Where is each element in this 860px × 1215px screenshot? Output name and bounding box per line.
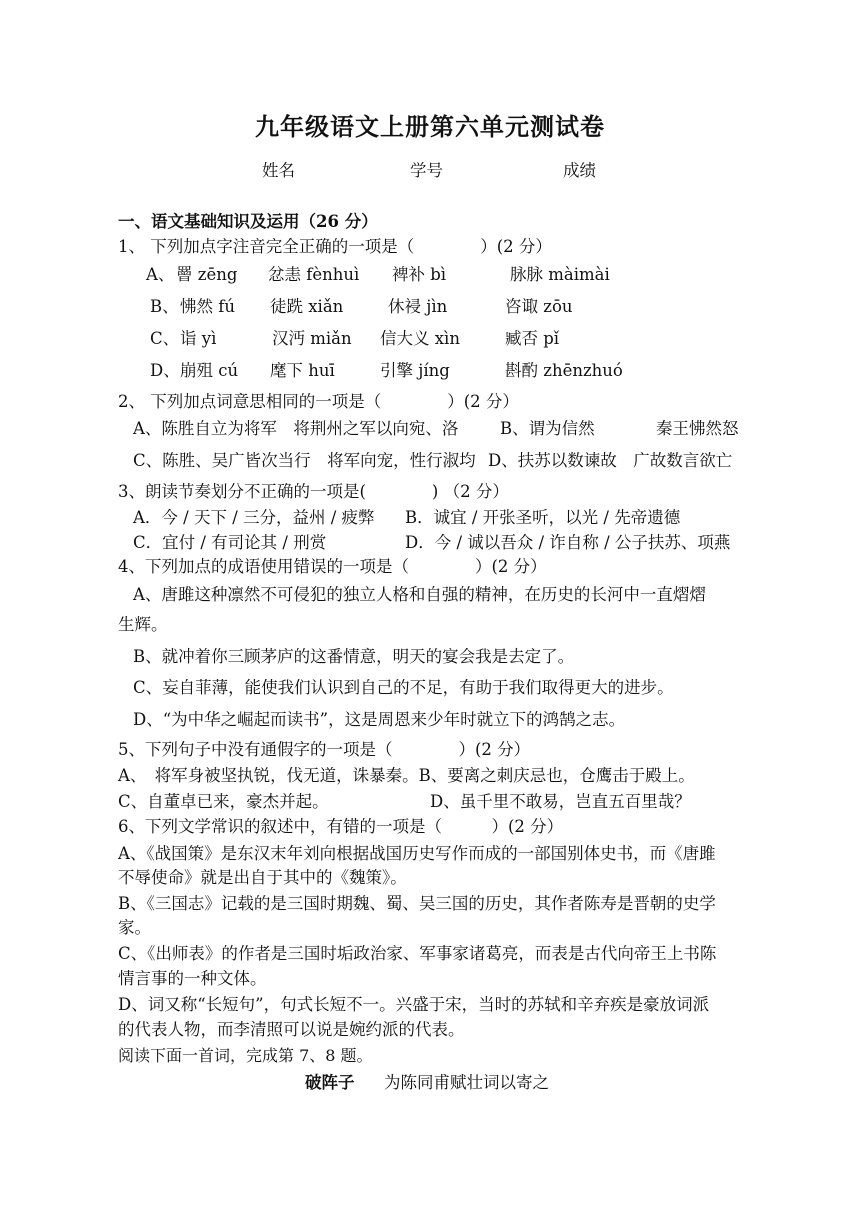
q1-option-a-label: A、 <box>146 265 175 284</box>
q6-option-c: C、《出师表》的作者是三国时垢政治家、军事家诸葛亮，而表是古代向帝王上书陈 <box>118 944 717 963</box>
question-3-stem: 3、朗读节奏划分不正确的一项是( ) （2 分） <box>118 482 509 501</box>
q3-option-d: D．今 / 诚以吾众 / 诈自称 / 公子扶苏、项燕 <box>405 533 731 552</box>
q5-options-ab: A、 将军身被坚执锐，伐无道，诛暴秦。B、要离之刺庆忌也，仓鹰击于殿上。 <box>118 766 695 785</box>
q1-option-a-item: 脉脉 màimài <box>510 265 610 284</box>
q3-option-a: A．今 / 天下 / 三分，益州 / 疲弊 <box>133 508 375 527</box>
q1-option-b-label: B、 <box>150 297 179 316</box>
q6-option-d: D、词又称“长短句”，句式长短不一。兴盛于宋，当时的苏轼和辛弃疾是豪放词派 <box>118 995 710 1014</box>
q4-option-b: B、就冲着你三顾茅庐的这番情意，明天的宴会我是去定了。 <box>133 647 575 666</box>
section-heading: 一、语文基础知识及运用（26 分） <box>118 212 378 231</box>
q1-option-b-item: 怫然 fú <box>180 297 235 316</box>
q2-option-b: B、谓为信然 <box>500 419 595 438</box>
q4-option-a: A、唐雎这种凛然不可侵犯的独立人格和自强的精神，在历史的长河中一直熠熠 <box>133 585 706 604</box>
q6-option-a-continued: 不辱使命》就是出自于其中的《魏策》。 <box>118 868 407 887</box>
q1-option-d-item: 麾下 huī <box>270 361 335 380</box>
q1-option-b-item: 咨诹 zōu <box>505 297 573 316</box>
q1-option-c-label: C、 <box>150 329 180 348</box>
question-5-stem: 5、下列句子中没有通假字的一项是（ ）(2 分） <box>118 740 531 759</box>
q5-option-c: C、自董卓已来，豪杰并起。 <box>118 792 329 811</box>
q4-option-c: C、妄自菲薄，能使我们认识到自己的不足，有助于我们取得更大的进步。 <box>133 678 674 697</box>
q1-option-d-label: D、 <box>150 361 180 380</box>
page-title: 九年级语文上册第六单元测试卷 <box>255 113 605 141</box>
q1-option-a-item: 罾 zēng <box>176 265 238 284</box>
q6-option-b-continued: 家。 <box>118 918 151 937</box>
q3-option-b: B．诚宜 / 开张圣听，以光 / 先帝遗德 <box>405 508 681 527</box>
q2-option-c: C、陈胜、吴广皆次当行 将军向宠，性行淑均 <box>133 451 476 470</box>
q3-option-c: C．宜付 / 有司论其 / 刑赏 <box>133 533 327 552</box>
question-4-stem: 4、下列加点的成语使用错误的一项是（ ）(2 分） <box>118 557 547 576</box>
question-2-stem: 2、 下列加点词意思相同的一项是（ ）(2 分） <box>118 392 519 411</box>
q4-option-d: D、“为中华之崛起而读书”，这是周恩来少年时就立下的鸿鹄之志。 <box>133 710 626 729</box>
q6-option-a: A、《战国策》是东汉末年刘向根据战国历史写作而成的一部国别体史书，而《唐雎 <box>118 844 716 863</box>
q2-option-b-second: 秦王怫然怒 <box>656 419 739 438</box>
q1-option-d-item: 引擎 jíng <box>380 361 450 380</box>
question-1-stem: 1、 下列加点字注音完全正确的一项是（ ）(2 分） <box>118 237 552 256</box>
q1-option-d-item: 斟酌 zhēnzhuó <box>505 361 623 380</box>
q1-option-a-item: 裨补 bì <box>392 265 447 284</box>
q1-option-a-item: 忿恚 fènhuì <box>268 265 360 284</box>
q6-option-b: B、《三国志》记载的是三国时期魏、蜀、吴三国的历史，其作者陈寿是晋朝的史学 <box>118 894 716 913</box>
q1-option-d-item: 崩殂 cú <box>180 361 239 380</box>
q1-option-b-item: 休祲 jìn <box>388 297 448 316</box>
q1-option-b-item: 徒跣 xiǎn <box>270 297 344 316</box>
q2-option-a: A、陈胜自立为将军 将荆州之军以向宛、洛 <box>133 419 459 438</box>
name-label: 姓名 <box>262 161 295 180</box>
q1-option-c-item: 诣 yì <box>180 329 217 348</box>
q2-option-d: D、扶苏以数谏故 广故数言欲亡 <box>488 451 733 470</box>
poem-title: 破阵子 <box>305 1073 355 1092</box>
q1-option-c-item: 臧否 pǐ <box>505 329 560 348</box>
q4-option-a-continued: 生辉。 <box>118 615 168 634</box>
student-id-label: 学号 <box>410 161 443 180</box>
q1-option-c-item: 汉沔 miǎn <box>272 329 352 348</box>
q1-option-c-item: 信大义 xìn <box>380 329 460 348</box>
score-label: 成绩 <box>563 161 596 180</box>
q6-option-c-continued: 情言事的一种文体。 <box>118 969 267 988</box>
question-6-stem: 6、下列文学常识的叙述中，有错的一项是（ ）(2 分） <box>118 817 564 836</box>
q6-option-d-continued: 的代表人物，而李清照可以说是婉约派的代表。 <box>118 1020 465 1039</box>
q5-option-d: D、虽千里不敢易，岂直五百里哉？ <box>430 792 691 811</box>
reading-instruction: 阅读下面一首词，完成第 7、8 题。 <box>118 1046 373 1065</box>
poem-subtitle: 为陈同甫赋壮词以寄之 <box>384 1073 549 1092</box>
